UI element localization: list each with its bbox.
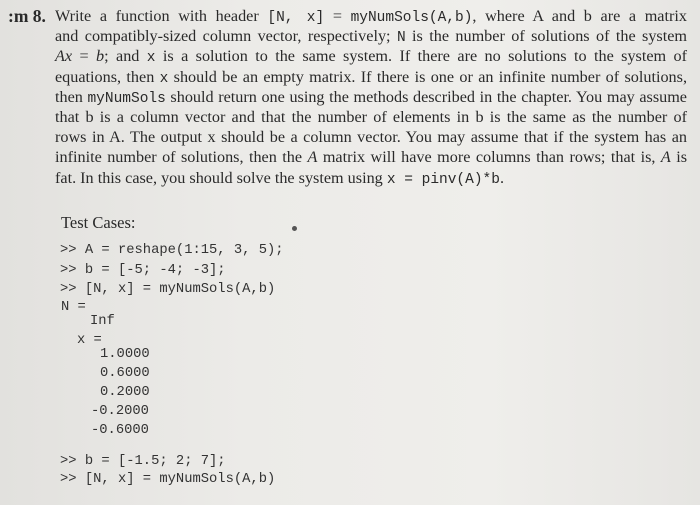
console-line: Inf (90, 314, 115, 329)
inline-math: Ax (55, 47, 73, 66)
statement-line (55, 168, 687, 188)
statement-line (55, 26, 687, 46)
inline-code: x = pinv(A)*b (386, 171, 500, 188)
ink-dot (292, 226, 297, 231)
statement-text: should return one using the methods described in the chapter. You may assume (165, 87, 687, 106)
console-line: x = (77, 333, 102, 348)
statement-text: equations, then (55, 67, 160, 86)
inline-code: x (159, 70, 169, 87)
console-line: >> b = [-1.5; 2; 7]; (60, 454, 226, 469)
statement-line (55, 127, 687, 147)
console-line: >> [N, x] = myNumSols(A,b) (60, 282, 276, 297)
console-line: >> b = [-5; -4; -3]; (60, 263, 226, 278)
test-cases-title: Test Cases: (61, 213, 136, 232)
statement-text: = (72, 47, 97, 66)
statement-line (55, 107, 687, 127)
console-line: 1.0000 (100, 347, 150, 362)
statement-text: and compatibly-sized column vector, respectively; (55, 27, 397, 46)
statement-text: is a solution to the same system. If there are no solutions to the system of (155, 47, 687, 66)
statement-text: = (324, 7, 351, 25)
console-line: >> A = reshape(1:15, 3, 5); (60, 243, 284, 258)
statement-line (55, 87, 687, 107)
statement-text: should be an empty matrix. If there is one or an infinite number of solutions, (168, 67, 687, 86)
statement-text: , where A and b are a matrix (472, 7, 687, 25)
console-line: 0.6000 (100, 366, 150, 381)
console-line: -0.6000 (91, 423, 149, 438)
statement-line (55, 147, 687, 167)
inline-math: A (660, 148, 671, 167)
statement-text: Write a function with header (55, 7, 268, 25)
statement-text: is (670, 148, 688, 167)
statement-text: infinite number of solutions, then the (55, 148, 308, 167)
statement-text: is the number of solutions of the system (405, 27, 688, 46)
statement-text: matrix will have more columns than rows; that is, (317, 148, 661, 167)
statement-text: . (499, 168, 504, 187)
problem-number: :m 8. (8, 6, 46, 26)
inline-code: myNumSols (87, 90, 166, 107)
inline-code: N (396, 30, 406, 47)
problem-statement (55, 6, 687, 188)
statement-text: rows in A. The output x should be a column vector. You may assume that if the system has an (55, 128, 687, 147)
statement-text: that b is a column vector and that the number of elements in b is the same as the number of (55, 107, 687, 126)
statement-text: ; and (104, 47, 147, 66)
console-line: -0.2000 (91, 404, 149, 419)
statement-line (55, 6, 687, 26)
console-line: >> [N, x] = myNumSols(A,b) (60, 472, 276, 487)
inline-math: b (96, 47, 105, 66)
statement-line (55, 46, 687, 66)
inline-code: x (146, 50, 156, 67)
inline-code: [N, x] (267, 10, 325, 26)
statement-text: fat. In this case, you should solve the system using (55, 168, 387, 187)
statement-text: then (55, 87, 88, 106)
console-line: 0.2000 (100, 385, 150, 400)
statement-line (55, 67, 687, 87)
console-line: N = (61, 300, 86, 315)
inline-code: myNumSols(A,b) (350, 10, 473, 26)
inline-math: A (307, 148, 318, 167)
